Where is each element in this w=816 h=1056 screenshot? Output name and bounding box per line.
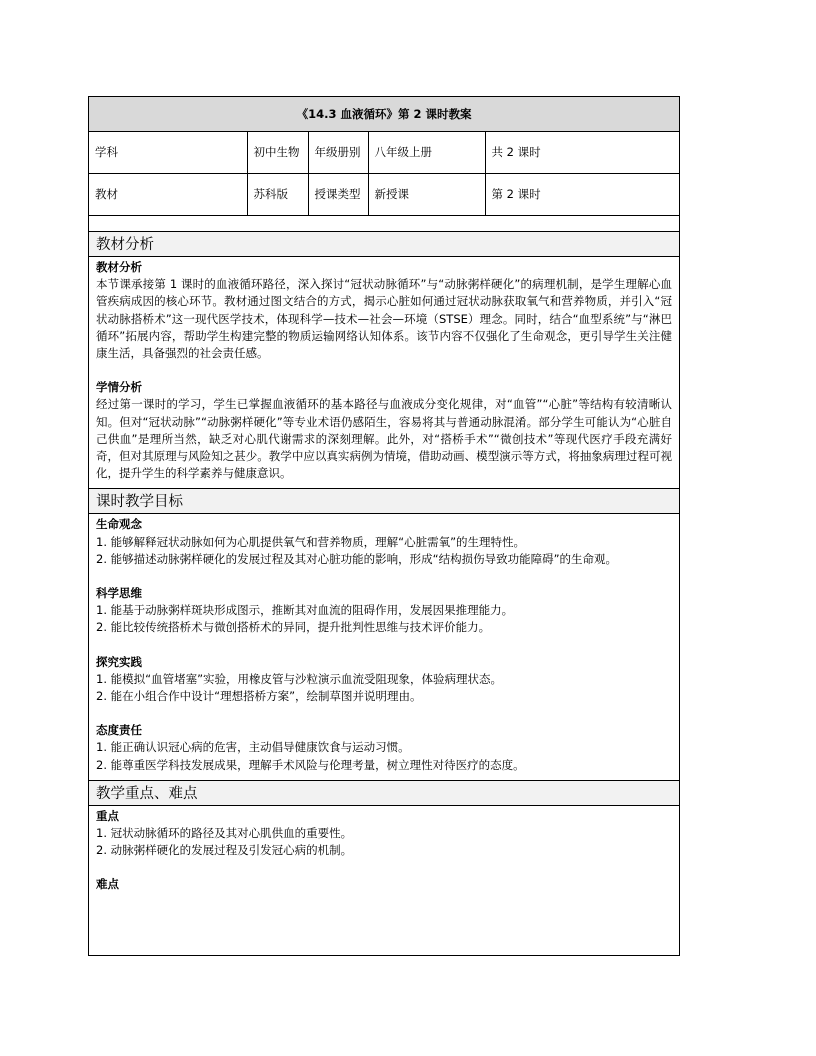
- subheading: 探究实践: [96, 654, 142, 669]
- section-heading-objectives: 课时教学目标: [89, 488, 679, 514]
- meta-cell: 教材: [89, 174, 247, 216]
- meta-cell: 新授课: [368, 174, 485, 216]
- list-item: 1. 能基于动脉粥样斑块形成图示，推断其对血流的阻碍作用，发展因果推理能力。: [96, 603, 514, 618]
- meta-cell: 八年级上册: [368, 132, 485, 174]
- meta-cell: 初中生物: [247, 132, 308, 174]
- section-material-body: [89, 257, 679, 482]
- section-objectives-body: [89, 514, 679, 773]
- subheading: 难点: [96, 877, 119, 892]
- list-item: 2. 能够描述动脉粥样硬化的发展过程及其对心脏功能的影响，形成“结构损伤导致功能障碍”的生命观。: [96, 551, 618, 566]
- subheading: 科学思维: [96, 586, 142, 601]
- meta-row: [89, 174, 679, 216]
- subheading: 学情分析: [96, 380, 142, 395]
- subheading: 教材分析: [96, 260, 142, 274]
- meta-cell: 学科: [89, 132, 247, 174]
- lesson-meta-table: [89, 97, 679, 216]
- list-item: 2. 能尊重医学科技发展成果，理解手术风险与伦理考量，树立理性对待医疗的态度。: [96, 757, 525, 772]
- paragraph: 经过第一课时的学习，学生已掌握血液循环的基本路径与血液成分变化规律，对“血管”“心脏”等结构有较清晰认知。但对“冠状动脉”“动脉粥样硬化”等专业术语仍感陌生，容易将其与普通动脉混淆。部分学生可能认为“心脏自己供血”是理所当然，缺乏对心肌代谢需求的深刻理解。此外，对“搭桥手术”“微创技术”等现代医疗手段充满好奇，但对其原理与风险知之甚少。教学中应以真实病例为情境，借助动画、模型演示等方式，将抽象病理过程可视化，提升学生的科学素养与健康意识。: [96, 397, 672, 481]
- section-keypoints-body: [89, 806, 679, 894]
- subheading: 重点: [96, 808, 119, 823]
- meta-cell: 年级册别: [308, 132, 368, 174]
- page-title: 《14.3 血液循环》第 2 课时教案: [89, 97, 679, 132]
- list-item: 2. 动脉粥样硬化的发展过程及引发冠心病的机制。: [96, 843, 353, 858]
- list-item: 1. 能模拟“血管堵塞”实验，用橡皮管与沙粒演示血流受阻现象，体验病理状态。: [96, 671, 503, 686]
- list-item: 1. 能正确认识冠心病的危害，主动倡导健康饮食与运动习惯。: [96, 740, 410, 755]
- section-heading-material: 教材分析: [89, 231, 679, 257]
- meta-cell: 共 2 课时: [485, 132, 679, 174]
- subheading: 生命观念: [96, 517, 142, 532]
- meta-cell: 苏科版: [247, 174, 308, 216]
- lesson-plan-document: [88, 96, 680, 956]
- list-item: 1. 冠状动脉循环的路径及其对心肌供血的重要性。: [96, 826, 353, 841]
- meta-cell: 授课类型: [308, 174, 368, 216]
- list-item: 1. 能够解释冠状动脉如何为心肌提供氧气和营养物质，理解“心脏需氧”的生理特性。: [96, 534, 526, 549]
- meta-row: [89, 132, 679, 174]
- list-item: 2. 能在小组合作中设计“理想搭桥方案”，绘制草图并说明理由。: [96, 689, 422, 704]
- section-heading-keypoints: 教学重点、难点: [89, 780, 679, 806]
- paragraph: 本节课承接第 1 课时的血液循环路径，深入探讨“冠状动脉循环”与“动脉粥样硬化”的病理机制，是学生理解心血管疾病成因的核心环节。教材通过图文结合的方式，揭示心脏如何通过冠状动脉获取氧气和营养物质，并引入“冠状动脉搭桥术”这一现代医学技术，体现科学—技术—社会—环境（STSE）理念。同时，结合“血型系统”与“淋巴循环”拓展内容，帮助学生构建完整的物质运输网络认知体系。该节内容不仅强化了生命观念，更引导学生关注健康生活，具备强烈的社会责任感。: [96, 277, 672, 361]
- list-item: 2. 能比较传统搭桥术与微创搭桥术的异同，提升批判性思维与技术评价能力。: [96, 620, 491, 635]
- subheading: 态度责任: [96, 723, 142, 738]
- meta-cell: 第 2 课时: [485, 174, 679, 216]
